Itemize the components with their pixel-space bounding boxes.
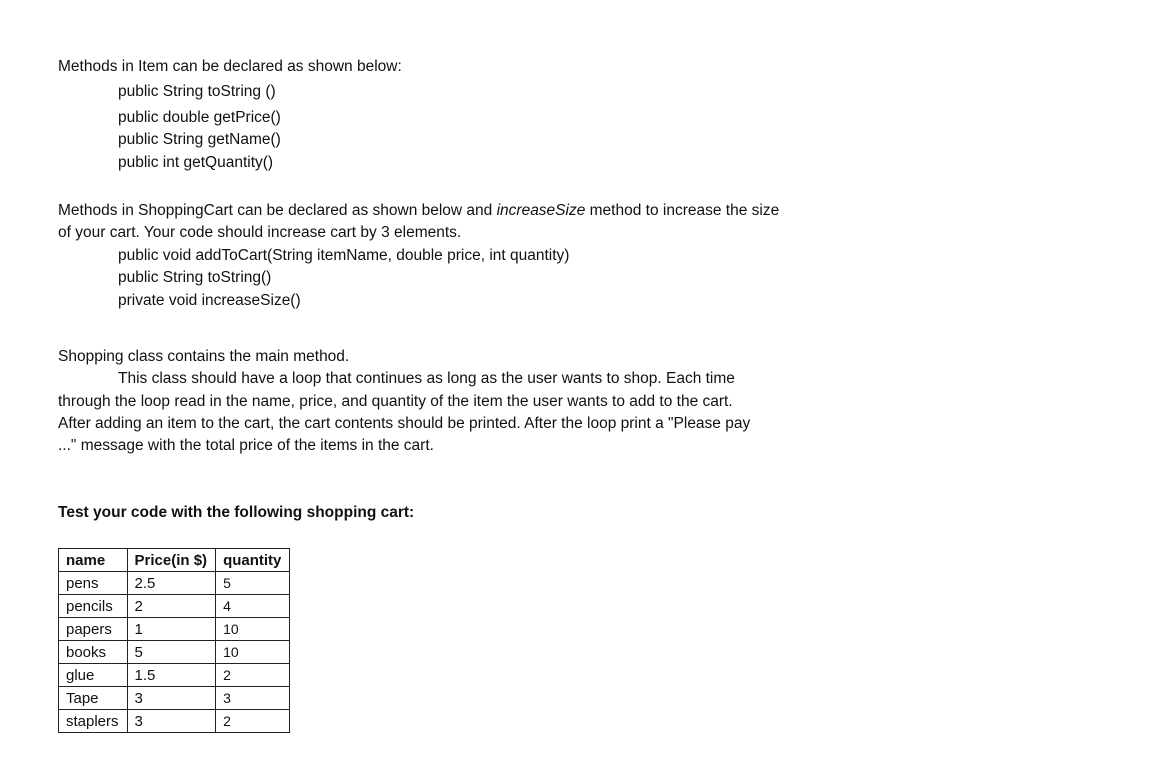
item-method-tostring: public String toString () bbox=[118, 83, 276, 100]
cell-price: 3 bbox=[127, 687, 216, 710]
shopping-intro: Shopping class contains the main method. bbox=[58, 348, 350, 365]
table-row bbox=[59, 687, 290, 710]
cell-quantity: 4 bbox=[216, 595, 290, 618]
cell-name: books bbox=[59, 641, 128, 664]
table-header-row bbox=[59, 549, 290, 572]
shopping-paragraph-line-3: After adding an item to the cart, the cart contents should be printed. After the loop print a "Please pay bbox=[58, 415, 751, 432]
cell-name: papers bbox=[59, 618, 128, 641]
cell-quantity: 2 bbox=[216, 710, 290, 733]
item-method-getname: public String getName() bbox=[118, 131, 281, 148]
table-row bbox=[59, 595, 290, 618]
item-methods-intro: Methods in Item can be declared as shown below: bbox=[58, 58, 402, 75]
cell-quantity: 3 bbox=[216, 687, 290, 710]
cell-quantity: 2 bbox=[216, 664, 290, 687]
cart-method-addtocart: public void addToCart(String itemName, double price, int quantity) bbox=[118, 247, 570, 264]
cart-methods-intro bbox=[58, 200, 779, 223]
cart-method-increasesize: private void increaseSize() bbox=[118, 292, 301, 309]
cell-price: 1 bbox=[127, 618, 216, 641]
table-row bbox=[59, 618, 290, 641]
test-heading: Test your code with the following shopping cart: bbox=[58, 504, 415, 521]
cell-price: 3 bbox=[127, 710, 216, 733]
shopping-paragraph-line-1: This class should have a loop that continues as long as the user wants to shop. Each time bbox=[118, 370, 735, 387]
cart-intro-italic: increaseSize bbox=[496, 202, 586, 219]
cell-name: Tape bbox=[59, 687, 128, 710]
cell-price: 1.5 bbox=[127, 664, 216, 687]
shopping-paragraph-line-2: through the loop read in the name, price, and quantity of the item the user wants to add to the cart. bbox=[58, 393, 733, 410]
cell-name: pencils bbox=[59, 595, 128, 618]
cart-methods-intro-line2: of your cart. Your code should increase cart by 3 elements. bbox=[58, 224, 462, 241]
cell-name: pens bbox=[59, 572, 128, 595]
cell-quantity: 10 bbox=[216, 641, 290, 664]
cell-price: 2 bbox=[127, 595, 216, 618]
table-row bbox=[59, 664, 290, 687]
cart-method-tostring: public String toString() bbox=[118, 269, 272, 286]
shopping-paragraph-line-4: ..." message with the total price of the items in the cart. bbox=[58, 437, 434, 454]
cart-intro-part1: Methods in ShoppingCart can be declared as shown below and bbox=[58, 202, 497, 219]
table-row bbox=[59, 641, 290, 664]
item-method-getquantity: public int getQuantity() bbox=[118, 154, 274, 171]
cell-name: staplers bbox=[59, 710, 128, 733]
cell-price: 5 bbox=[127, 641, 216, 664]
header-name: name bbox=[59, 549, 128, 572]
item-method-getprice: public double getPrice() bbox=[118, 109, 281, 126]
cell-price: 2.5 bbox=[127, 572, 216, 595]
table-row bbox=[59, 572, 290, 595]
cell-quantity: 10 bbox=[216, 618, 290, 641]
header-quantity: quantity bbox=[216, 549, 290, 572]
table-row bbox=[59, 710, 290, 733]
cell-quantity: 5 bbox=[216, 572, 290, 595]
shopping-cart-table bbox=[58, 548, 290, 733]
header-price: Price(in $) bbox=[127, 549, 216, 572]
cart-intro-part2: method to increase the size bbox=[585, 202, 780, 219]
cell-name: glue bbox=[59, 664, 128, 687]
